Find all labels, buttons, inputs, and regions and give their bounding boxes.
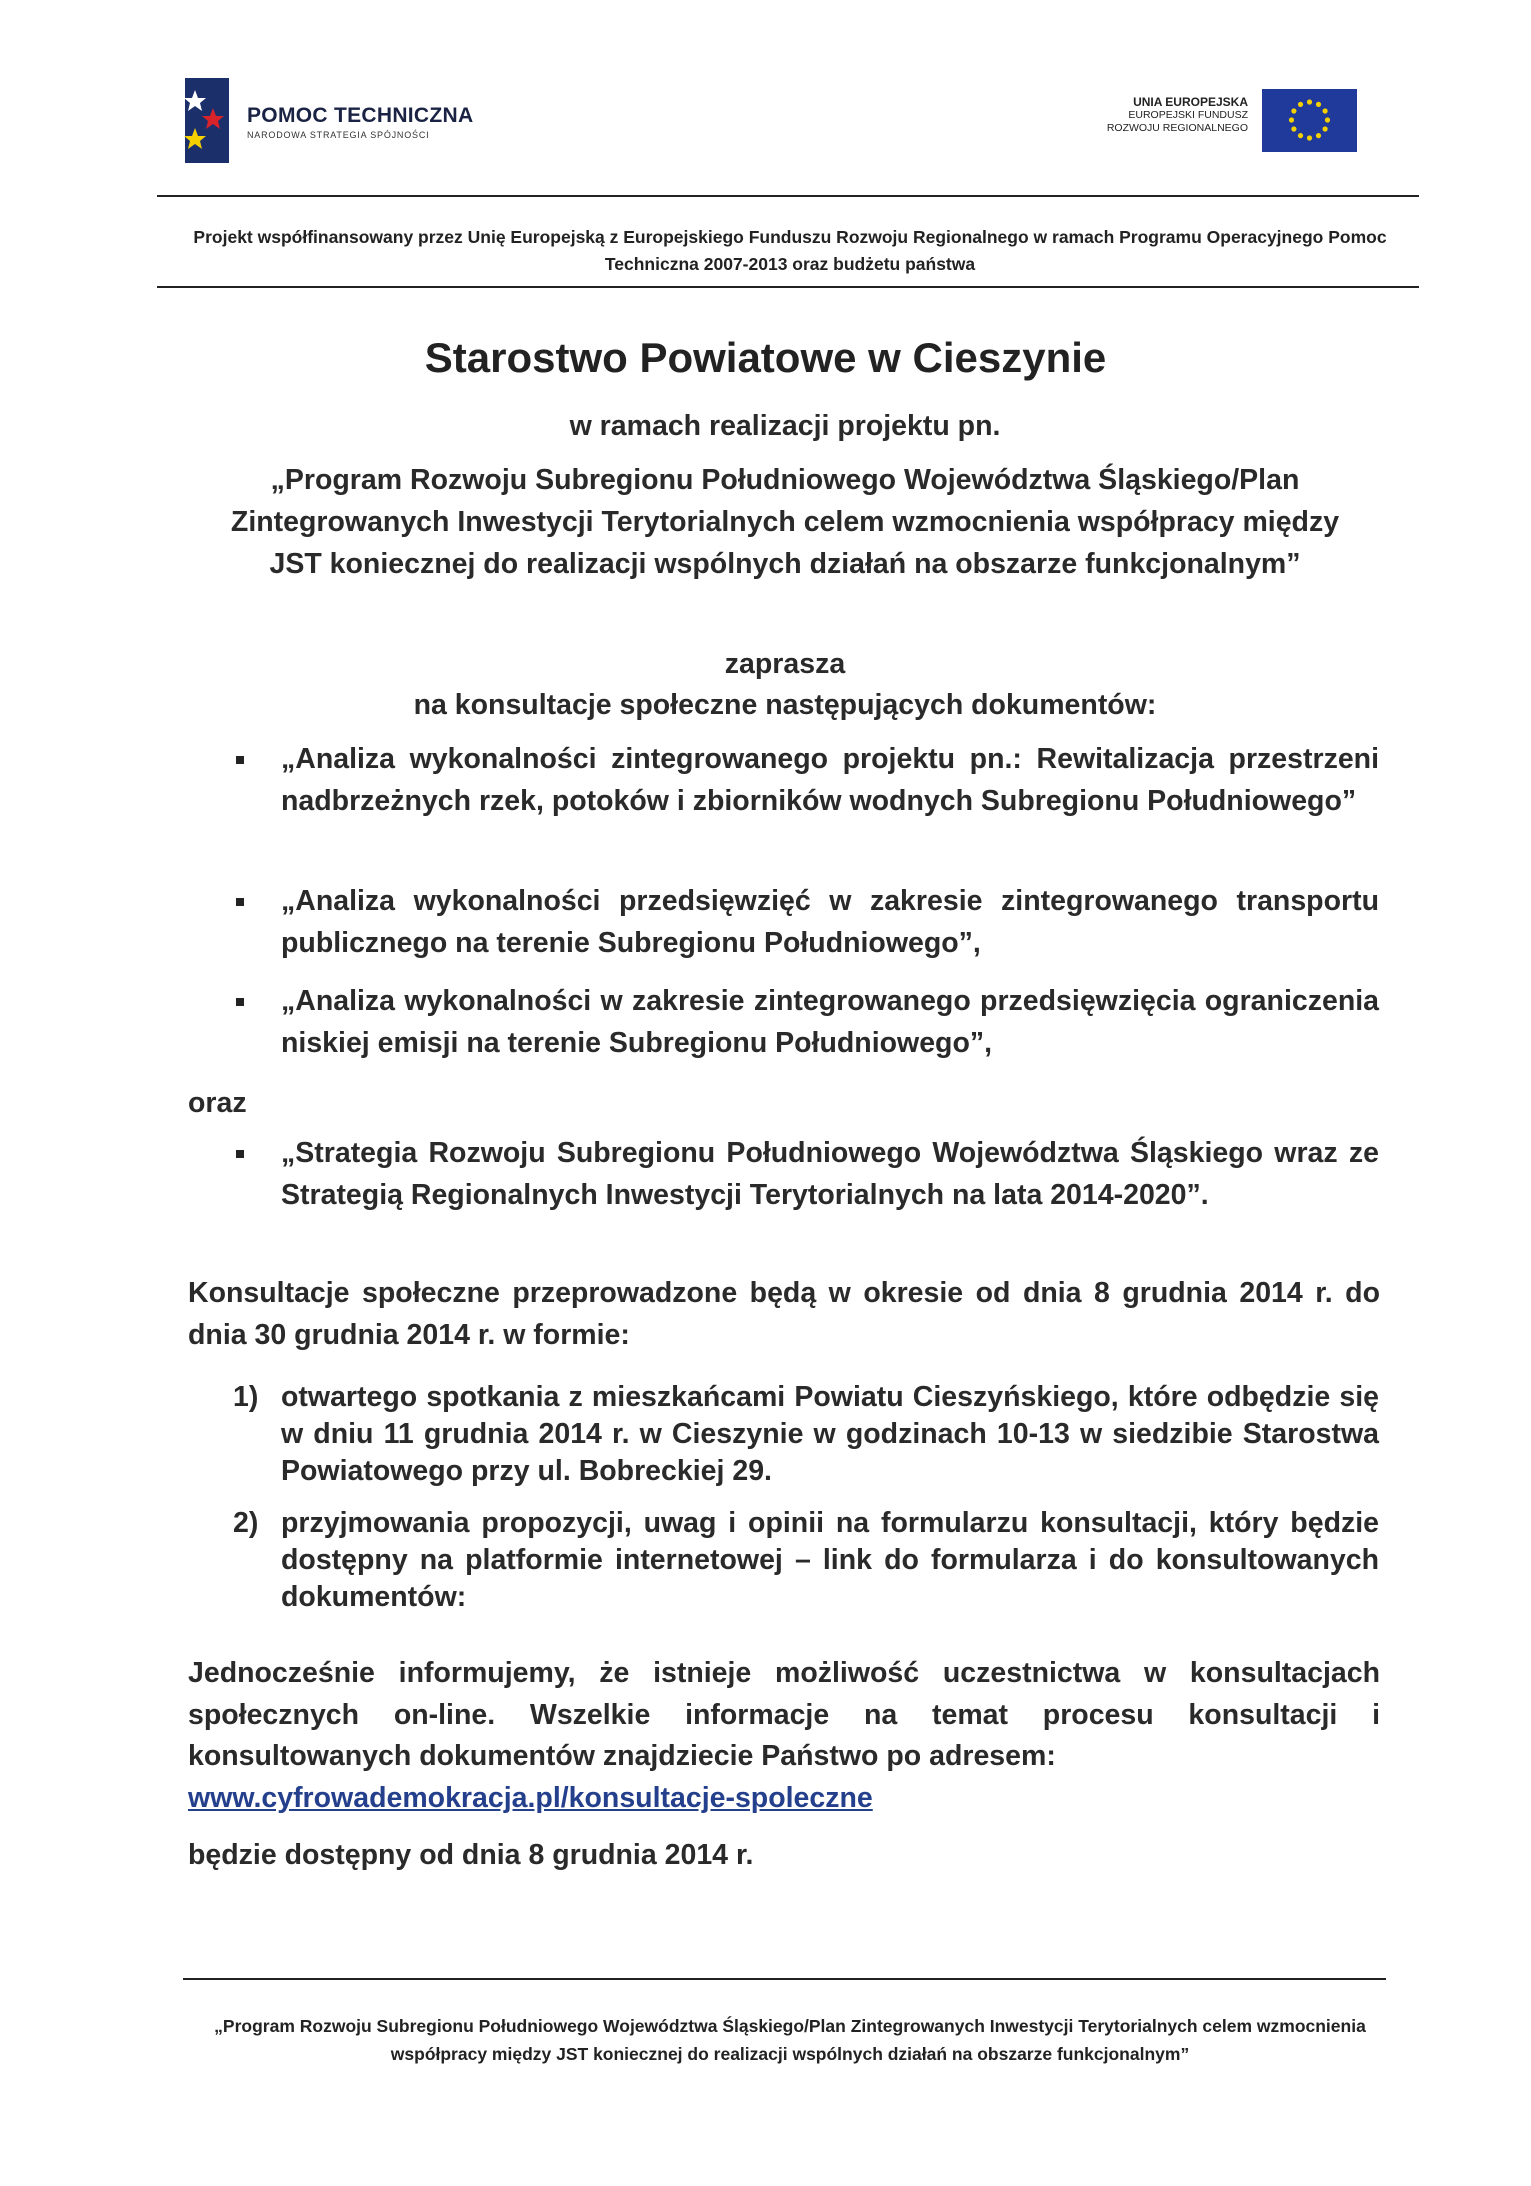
logo-name: POMOC TECHNICZNA [247, 104, 474, 127]
bullet-marker [236, 1150, 244, 1158]
document-item: „Analiza wykonalności w zakresie zintegrowanego przedsięwzięcia ograniczenia niskiej emisji na terenie Subregionu Południowego”, [281, 985, 1379, 1059]
form-item: przyjmowania propozycji, uwag i opinii na formularzu konsultacji, który będzie dostępny na platformie internetowej – link do formularza i do konsultowanych dokumentów: [281, 1507, 1379, 1613]
eu-flag-icon [1262, 89, 1357, 152]
document-item: „Analiza wykonalności przedsięwzięć w zakresie zintegrowanego transportu publicznego na terenie Subregionu Południowego”, [281, 885, 1379, 959]
form-item: otwartego spotkania z mieszkańcami Powiatu Cieszyńskiego, które odbędzie się w dniu 11 grudnia 2014 r. w Cieszynie w godzinach 10-13 w siedzibie Starostwa Powiatowego przy ul. Bobreckiej 29. [281, 1381, 1379, 1487]
eu-line-1: UNIA EUROPEJSKA [1133, 95, 1248, 109]
invites-text: zaprasza [724, 648, 846, 680]
strategy-item: „Strategia Rozwoju Subregionu Południowego Województwa Śląskiego wraz ze Strategią Regionalnych Inwestycji Terytorialnych na lata 2014-2020”. [281, 1137, 1379, 1211]
cofinancing-divider [157, 286, 1419, 288]
online-info: Jednocześnie informujemy, że istnieje możliwość uczestnictwa w konsultacjach społecznych on-line. Wszelkie informacje na temat procesu konsultacji i konsultowanych dokumentów znajdziecie Państwo po adresem: [188, 1657, 1380, 1772]
logo-subtitle: NARODOWA STRATEGIA SPÓJNOŚCI [247, 130, 430, 140]
document-item: „Analiza wykonalności zintegrowanego projektu pn.: Rewitalizacja przestrzeni nadbrzeżnych rzek, potoków i zbiorników wodnych Subregionu Południowego” [281, 743, 1379, 817]
consultation-intro: na konsultacje społeczne następujących dokumentów: [413, 689, 1157, 721]
eu-line-3: ROZWOJU REGIONALNEGO [1106, 122, 1248, 134]
availability-text: będzie dostępny od dnia 8 grudnia 2014 r. [188, 1839, 754, 1871]
period-text: Konsultacje społeczne przeprowadzone będą w okresie od dnia 8 grudnia 2014 r. do dnia 30 grudnia 2014 r. w formie: [188, 1277, 1380, 1351]
cofinancing-note: Projekt współfinansowany przez Unię Europejską z Europejskiego Funduszu Rozwoju Regionalnego w ramach Programu Operacyjnego Pomoc Techniczna 2007-2013 oraz budżetu państwa [193, 227, 1387, 274]
eu-line-2: EUROPEJSKI FUNDUSZ [1128, 109, 1248, 121]
intro-text: w ramach realizacji projektu pn. [569, 410, 1001, 442]
eu-logo-text [1107, 96, 1248, 135]
star-flag-logo-icon [183, 78, 233, 163]
project-name: „Program Rozwoju Subregionu Południowego Województwa Śląskiego/Plan Zintegrowanych Inwestycji Terytorialnych celem wzmocnienia współpracy między JST koniecznej do realizacji wspólnych działań na obszarze funkcjonalnym” [230, 464, 1340, 580]
form-number: 2) [233, 1507, 259, 1539]
footer-text: „Program Rozwoju Subregionu Południowego Województwa Śląskiego/Plan Zintegrowanych Inwestycji Terytorialnych celem wzmocnienia współpracy między JST koniecznej do realizacji wspólnych działań na obszarze funkcjonalnym” [214, 2016, 1366, 2064]
footer-divider [183, 1978, 1386, 1980]
consultation-link[interactable]: www.cyfrowademokracja.pl/konsultacje-spoleczne [188, 1782, 873, 1814]
bullet-marker [236, 998, 244, 1006]
connector-text: oraz [188, 1087, 247, 1119]
header-divider [157, 195, 1419, 197]
eu-flag [1262, 89, 1357, 152]
pomoc-techniczna-logo [183, 78, 233, 163]
bullet-marker [236, 898, 244, 906]
bullet-marker [236, 756, 244, 764]
page-title: Starostwo Powiatowe w Cieszynie [424, 334, 1107, 381]
form-number: 1) [233, 1381, 259, 1413]
